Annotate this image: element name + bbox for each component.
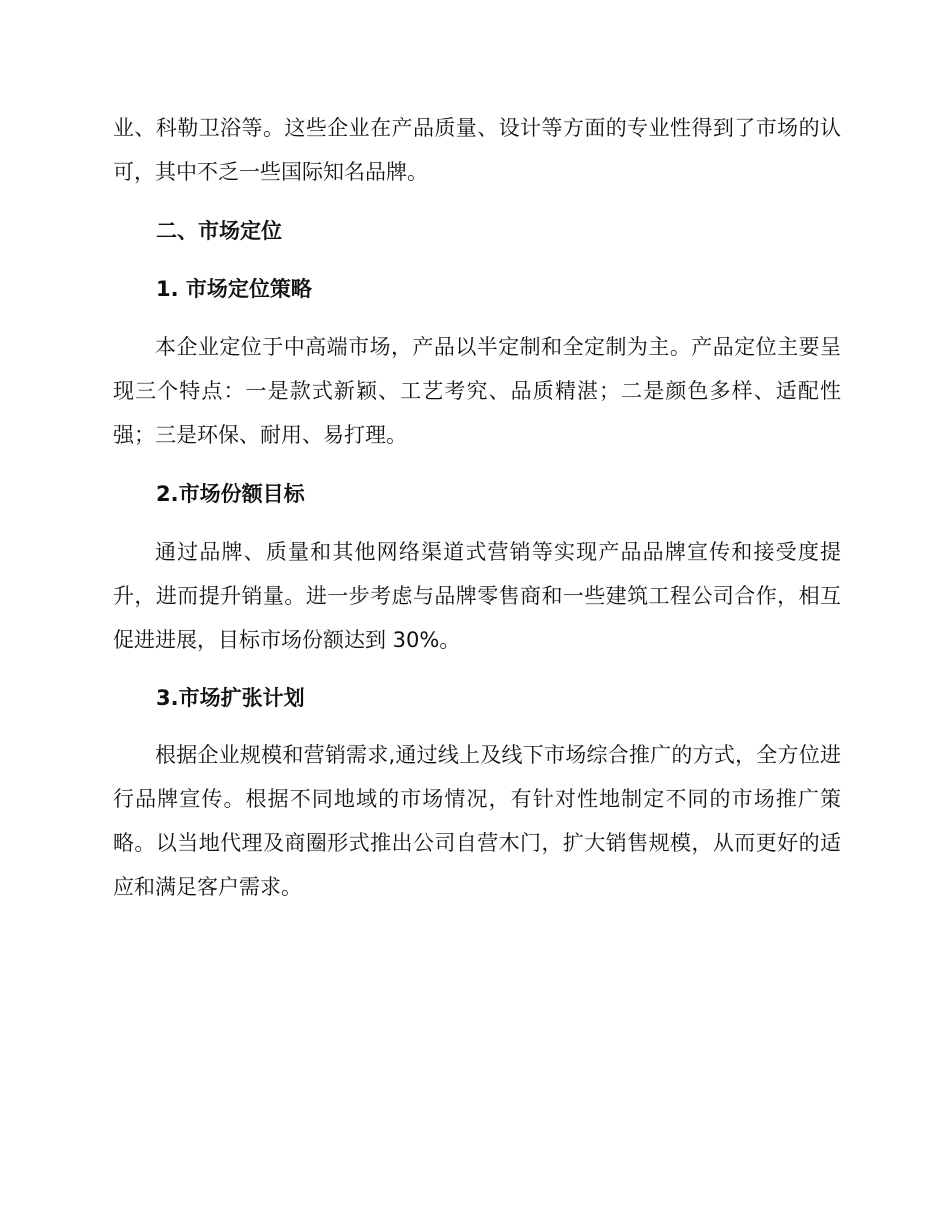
- subsection-body-2: 通过品牌、质量和其他网络渠道式营销等实现产品品牌宣传和接受度提升，进而提升销量。进一步考虑与品牌零售商和一些建筑工程公司合作，相互促进进展，目标市场份额达到 30%。: [113, 540, 841, 652]
- subsection-heading-1: 1. 市场定位策略: [156, 277, 312, 301]
- intro-paragraph: 业、科勒卫浴等。这些企业在产品质量、设计等方面的专业性得到了市场的认可，其中不乏一些国际知名品牌。: [113, 116, 841, 184]
- section-heading: 二、市场定位: [156, 219, 282, 243]
- intro-paragraph-block: [113, 106, 841, 194]
- subsection-body-block-3: [113, 733, 841, 909]
- subsection-body-block-2: [113, 530, 841, 662]
- subsection-body-3: 根据企业规模和营销需求,通过线上及线下市场综合推广的方式，全方位进行品牌宣传。根据不同地域的市场情况，有针对性地制定不同的市场推广策略。以当地代理及商圈形式推出公司自营木门，扩大销售规模，从而更好的适应和满足客户需求。: [113, 743, 841, 899]
- subsection-body-1: 本企业定位于中高端市场，产品以半定制和全定制为主。产品定位主要呈现三个特点：一是款式新颖、工艺考究、品质精湛；二是颜色多样、适配性强；三是环保、耐用、易打理。: [113, 335, 841, 447]
- subsection-body-block-1: [113, 325, 841, 457]
- subsection-heading-3: 3.市场扩张计划: [156, 686, 305, 710]
- subsection-heading-2: 2.市场份额目标: [156, 482, 305, 506]
